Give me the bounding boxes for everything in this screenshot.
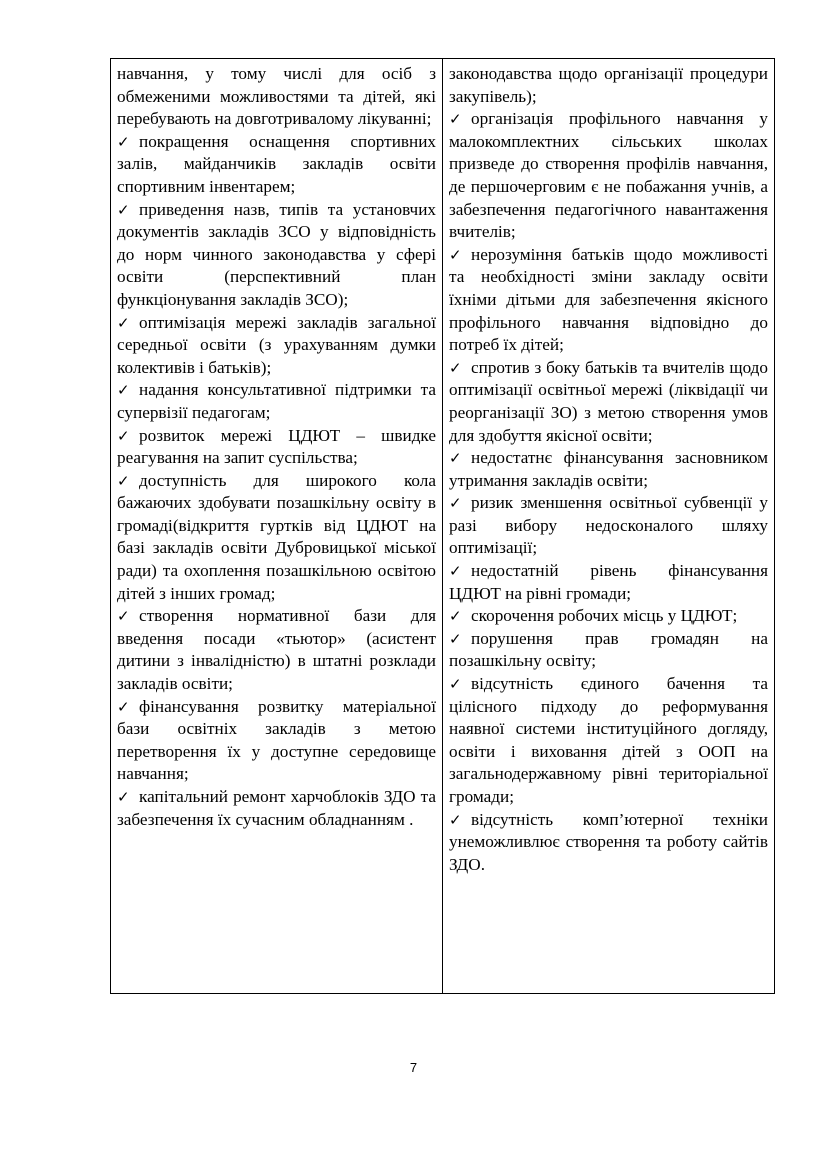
list-item-text: капітальний ремонт харчоблоків ЗДО та забезпечення їх сучасним обладнанням . — [117, 787, 436, 829]
list-item — [117, 131, 436, 199]
page-number: 7 — [409, 1060, 418, 1075]
checkmark-icon: ✓ — [449, 358, 462, 377]
checkmark-icon: ✓ — [449, 494, 462, 513]
list-item — [449, 492, 768, 560]
list-item-text: порушення прав громадян на позашкільну освіту; — [449, 628, 768, 671]
checkmark-icon: ✓ — [117, 471, 130, 490]
checkmark-icon: ✓ — [117, 788, 130, 806]
checkmark-icon: ✓ — [449, 675, 462, 694]
checkmark-icon: ✓ — [449, 562, 462, 581]
checkmark-icon: ✓ — [449, 449, 462, 468]
list-item-text: фінансування розвитку матеріальної бази освітніх закладів з метою перетворення їх у доступне середовище навчання; — [117, 696, 436, 784]
list-item-text: доступність для широкого кола бажаючих здобувати позашкільну освіту в громаді(відкриття гуртків від ЦДЮТ на базі закладів освіти Дубровицької міської ради) та охоплення позашкільною освітою дітей з інших громад; — [117, 470, 436, 603]
left-item-list — [117, 131, 436, 831]
checkmark-icon: ✓ — [449, 629, 462, 648]
list-item — [449, 244, 768, 357]
list-item — [117, 696, 436, 786]
checkmark-icon: ✓ — [117, 697, 130, 716]
list-item-text: спротив з боку батьків та вчителів щодо оптимізації освітньої мережі (ліквідації чи реорганізації ЗО) з метою створення умов для здобуття якісної освіти; — [449, 357, 768, 445]
list-item — [117, 379, 436, 424]
list-item — [117, 786, 436, 831]
checkmark-icon: ✓ — [449, 110, 462, 129]
list-item — [117, 312, 436, 380]
checkmark-icon: ✓ — [117, 607, 130, 626]
list-item — [449, 560, 768, 605]
list-item — [449, 357, 768, 447]
list-item — [449, 447, 768, 492]
list-item — [117, 470, 436, 606]
checkmark-icon: ✓ — [449, 607, 462, 626]
checkmark-icon: ✓ — [117, 313, 130, 332]
list-item-text: розвиток мережі ЦДЮТ – швидке реагування на запит суспільства; — [117, 425, 436, 468]
checkmark-icon: ✓ — [117, 132, 130, 151]
list-item — [449, 108, 768, 244]
right-item-list — [449, 108, 768, 876]
checkmark-icon: ✓ — [117, 200, 130, 219]
list-item-text: нерозуміння батьків щодо можливості та необхідності зміни закладу освіти їхніми дітьми для забезпечення якісного профільного навчання відповідно до потреб їх дітей; — [449, 244, 768, 355]
checkmark-icon: ✓ — [117, 381, 130, 400]
list-item-text: покращення оснащення спортивних залів, майданчиків закладів освіти спортивним інвентарем; — [117, 131, 436, 196]
list-item-text: скорочення робочих місць у ЦДЮТ; — [471, 606, 738, 626]
checkmark-icon: ✓ — [449, 810, 462, 829]
list-item — [449, 605, 768, 628]
list-item — [117, 199, 436, 312]
list-item-text: приведення назв, типів та установчих документів закладів ЗСО у відповідність до норм чинного законодавства у сфері освіти (перспективний план функціонування закладів ЗСО); — [117, 199, 436, 309]
list-item-text: недостатній рівень фінансування ЦДЮТ на рівні громади; — [449, 561, 768, 603]
checkmark-icon: ✓ — [117, 426, 130, 445]
two-column-table — [110, 58, 775, 994]
list-item — [117, 425, 436, 470]
list-item-text: ризик зменшення освітньої субвенції у разі вибору недосконалого шляху оптимізації; — [449, 493, 768, 558]
right-continuation-text: законодавства щодо організації процедури закупівель); — [449, 64, 768, 106]
list-item — [117, 605, 436, 695]
list-item-text: відсутність єдиного бачення та цілісного підходу до реформування наявної системи інституційного догляду, освіти і виховання дітей з ООП на загальнодержавному рівні територіальної громади; — [449, 674, 768, 806]
list-item-text: організація профільного навчання у малокомплектних сільських школах призведе до створення профілів навчання, де першочерговим є не побажання учнів, а забезпечення педагогічного навантаження вчителів; — [449, 109, 768, 242]
list-item-text: створення нормативної бази для введення посади «тьютор» (асистент дитини з інвалідністю) в штатні розклади закладів освіти; — [117, 606, 436, 694]
table-left-column — [111, 59, 443, 993]
list-item-text: недостатнє фінансування засновником утримання закладів освіти; — [449, 448, 768, 490]
list-item — [449, 628, 768, 673]
table-right-column — [443, 59, 774, 993]
checkmark-icon: ✓ — [449, 245, 462, 264]
list-item-text: надання консультативної підтримки та супервізії педагогам; — [117, 380, 436, 422]
list-item-text: оптимізація мережі закладів загальної середньої освіти (з урахуванням думки колективів і батьків); — [117, 312, 436, 377]
left-continuation-text: навчання, у тому числі для осіб з обмеженими можливостями та дітей, які перебувають на довготривалому лікуванні; — [117, 64, 436, 129]
list-item — [449, 809, 768, 877]
list-item-text: відсутність комп’ютерної техніки унеможливлює створення та роботу сайтів ЗДО. — [449, 809, 768, 874]
list-item — [449, 673, 768, 809]
